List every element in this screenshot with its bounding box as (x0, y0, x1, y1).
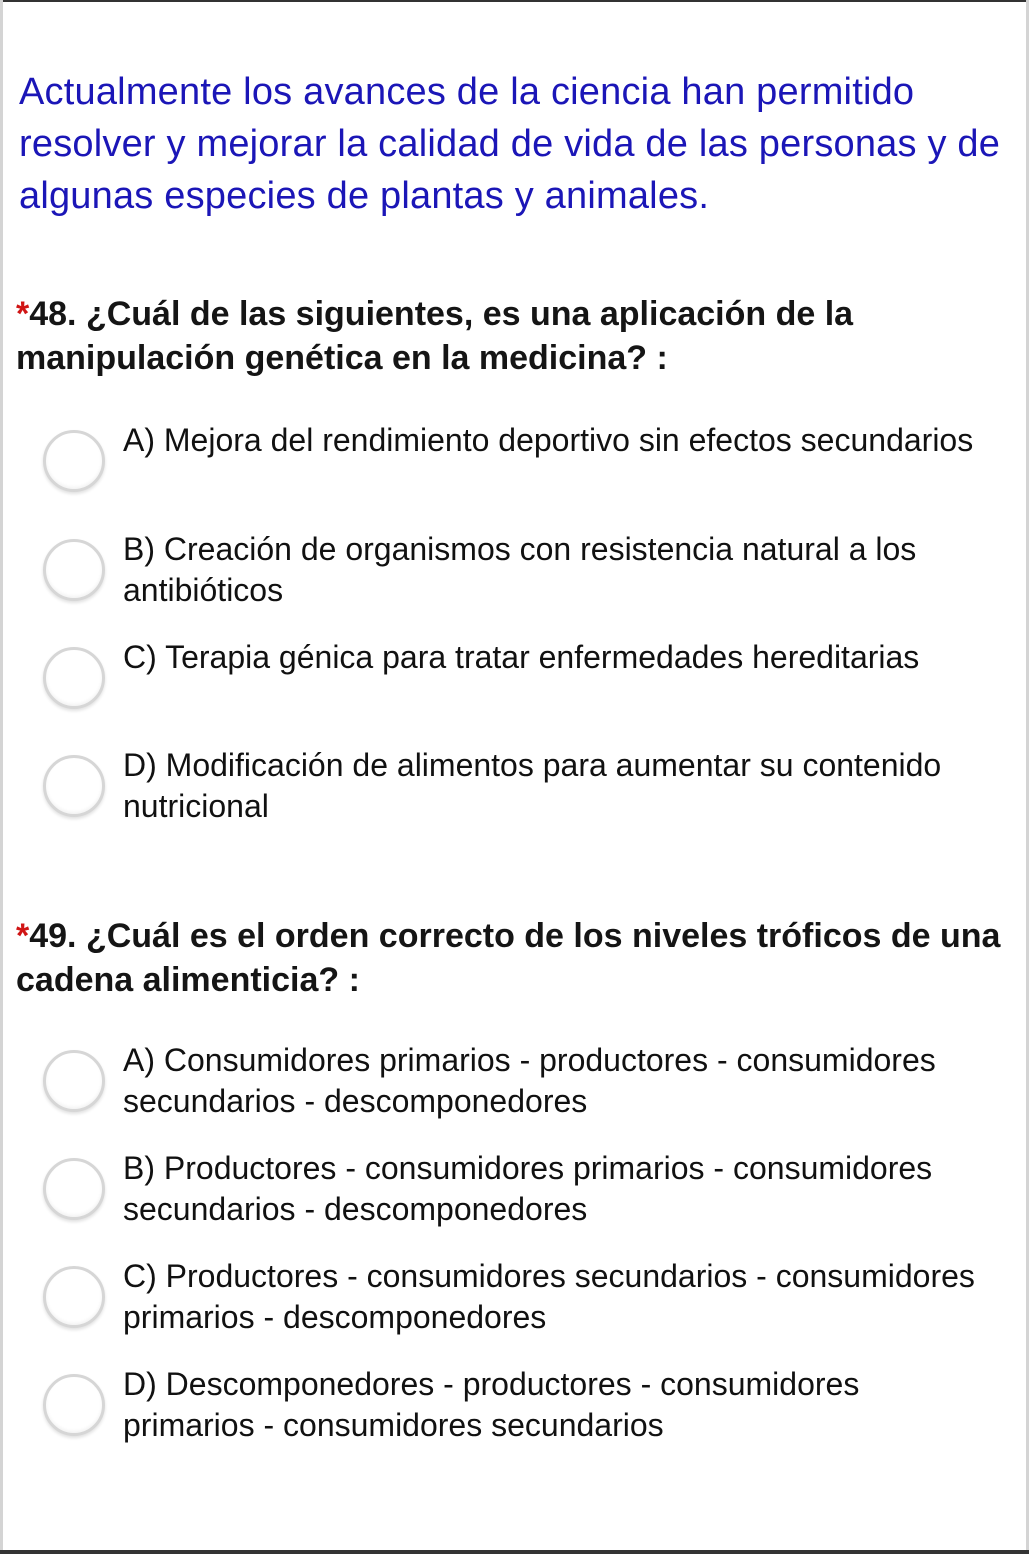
radio-button-icon[interactable] (43, 1158, 105, 1220)
radio-button-icon[interactable] (43, 647, 105, 709)
option-label[interactable]: C) Productores - consumidores secundarios - consumidores primarios - descomponedores (123, 1258, 975, 1335)
question-49-text: 49. ¿Cuál es el orden correcto de los niveles tróficos de una cadena alimenticia? : (16, 917, 1001, 999)
top-border (0, 0, 1029, 2)
option-label[interactable]: A) Mejora del rendimiento deportivo sin efectos secundarios (123, 422, 974, 458)
option-label[interactable]: B) Productores - consumidores primarios - consumidores secundarios - descomponedores (123, 1150, 933, 1227)
required-marker: * (16, 917, 30, 955)
radio-button-icon[interactable] (43, 430, 105, 492)
question-48-option-d[interactable] (43, 747, 1003, 851)
question-48-option-b[interactable] (43, 531, 1003, 635)
question-48-option-a[interactable] (43, 422, 1003, 526)
option-label[interactable]: D) Descomponedores - productores - consumidores primarios - consumidores secundarios (123, 1366, 860, 1443)
question-49 (16, 914, 1016, 1002)
question-48-option-c[interactable] (43, 639, 1003, 743)
option-label[interactable]: A) Consumidores primarios - productores - consumidores secundarios - descomponedores (123, 1042, 936, 1119)
radio-button-icon[interactable] (43, 1374, 105, 1436)
option-label[interactable]: B) Creación de organismos con resistencia natural a los antibióticos (123, 531, 917, 608)
intro-text: Actualmente los avances de la ciencia han permitido resolver y mejorar la calidad de vida de las personas y de algunas especies de plantas y animales. (19, 71, 1001, 217)
option-label[interactable]: C) Terapia génica para tratar enfermedades hereditarias (123, 639, 920, 675)
required-marker: * (16, 295, 30, 333)
radio-button-icon[interactable] (43, 1266, 105, 1328)
question-49-option-d[interactable] (43, 1366, 1003, 1470)
option-label[interactable]: D) Modificación de alimentos para aumentar su contenido nutricional (123, 747, 942, 824)
radio-button-icon[interactable] (43, 1050, 105, 1112)
radio-button-icon[interactable] (43, 539, 105, 601)
question-48-text: 48. ¿Cuál de las siguientes, es una aplicación de la manipulación genética en la medicina? : (16, 295, 854, 377)
bottom-border (0, 1550, 1029, 1554)
radio-button-icon[interactable] (43, 755, 105, 817)
question-49-option-c[interactable] (43, 1258, 1003, 1362)
question-48 (16, 292, 1016, 380)
question-49-option-b[interactable] (43, 1150, 1003, 1254)
question-49-option-a[interactable] (43, 1042, 1003, 1146)
left-border (0, 0, 3, 1554)
